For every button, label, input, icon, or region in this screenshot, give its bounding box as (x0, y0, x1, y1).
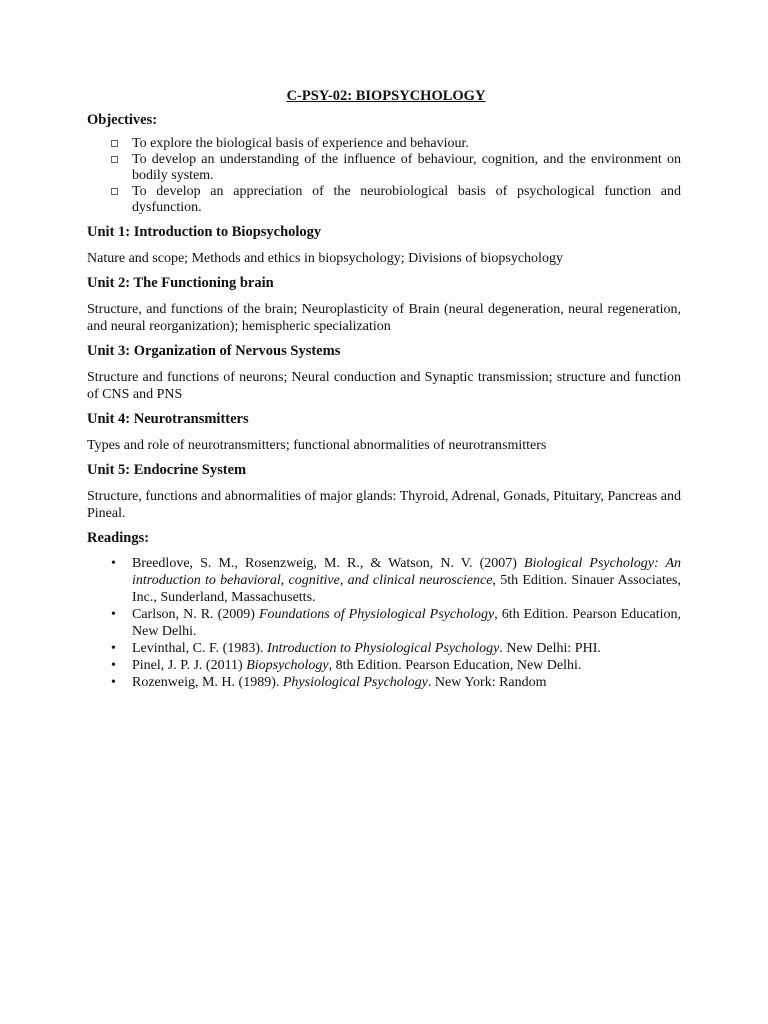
reading-publisher: . New York: Random (427, 675, 547, 690)
reading-publisher: , 5th Edition. Sinauer Associates, Inc., Sunderland, Massachusetts. (132, 573, 681, 605)
unit-2 (87, 275, 681, 335)
bullet-icon: • (111, 675, 116, 690)
objective-text: To develop an appreciation of the neurobiological basis of psychological function and dysfunction. (132, 184, 681, 215)
reading-authors: Breedlove, S. M., Rosenzweig, M. R., & Watson, N. V. (2007) (132, 556, 525, 571)
objective-item (87, 136, 681, 152)
unit-heading: Unit 3: Organization of Nervous Systems (87, 343, 341, 359)
readings-list (87, 555, 681, 691)
reading-publisher: . New Delhi: PHI. (499, 641, 601, 656)
reading-publisher: , 8th Edition. Pearson Education, New Delhi. (328, 658, 582, 673)
unit-description: Types and role of neurotransmitters; functional abnormalities of neurotransmitters (87, 438, 547, 453)
objective-text: To explore the biological basis of experience and behaviour. (132, 136, 469, 151)
objective-item (87, 152, 681, 184)
bullet-icon: • (111, 641, 116, 656)
reading-item (87, 606, 681, 640)
bullet-icon: • (111, 556, 116, 571)
unit-description: Structure and functions of neurons; Neural conduction and Synaptic transmission; structure and function of CNS and PNS (87, 370, 681, 402)
unit-description: Structure, and functions of the brain; Neuroplasticity of Brain (neural degeneration, neural regeneration, and neural reorganization); hemispheric specialization (87, 302, 681, 334)
reading-title: Biopsychology (246, 658, 329, 673)
unit-description: Structure, functions and abnormalities of major glands: Thyroid, Adrenal, Gonads, Pituitary, Pancreas and Pineal. (87, 489, 681, 521)
bullet-icon: • (111, 607, 116, 622)
document-content (87, 88, 681, 691)
reading-authors: Rozenweig, M. H. (1989). (132, 675, 283, 690)
unit-heading: Unit 4: Neurotransmitters (87, 411, 249, 427)
unit-heading: Unit 5: Endocrine System (87, 462, 247, 478)
checkbox-bullet-icon (111, 156, 118, 163)
unit-5 (87, 462, 681, 522)
readings-heading: Readings: (87, 530, 150, 546)
checkbox-bullet-icon (111, 140, 118, 147)
unit-description: Nature and scope; Methods and ethics in biopsychology; Divisions of biopsychology (87, 251, 563, 266)
objective-item (87, 184, 681, 216)
bullet-icon: • (111, 658, 116, 673)
reading-item (87, 657, 681, 674)
unit-4 (87, 411, 681, 454)
reading-item (87, 674, 681, 691)
checkbox-bullet-icon (111, 188, 118, 195)
unit-1 (87, 224, 681, 267)
document-title: C-PSY-02: BIOPSYCHOLOGY (286, 88, 486, 104)
reading-authors: Carlson, N. R. (2009) (132, 607, 259, 622)
reading-title: Introduction to Physiological Psychology (266, 641, 500, 656)
reading-title: Foundations of Physiological Psychology (258, 607, 495, 622)
reading-item (87, 555, 681, 606)
reading-authors: Pinel, J. P. J. (2011) (132, 658, 247, 673)
unit-heading: Unit 2: The Functioning brain (87, 275, 274, 291)
reading-item (87, 640, 681, 657)
objectives-heading: Objectives: (87, 112, 158, 128)
unit-heading: Unit 1: Introduction to Biopsychology (87, 224, 322, 240)
objectives-list (87, 136, 681, 216)
reading-title: Biological Psychology: An introduction to behavioral, cognitive, and clinical neuroscience (132, 556, 681, 588)
reading-publisher: , 6th Edition. Pearson Education, New Delhi. (132, 607, 681, 639)
reading-title: Physiological Psychology (282, 675, 428, 690)
reading-authors: Levinthal, C. F. (1983). (132, 641, 267, 656)
unit-3 (87, 343, 681, 403)
objective-text: To develop an understanding of the influence of behaviour, cognition, and the environment on bodily system. (132, 152, 681, 183)
